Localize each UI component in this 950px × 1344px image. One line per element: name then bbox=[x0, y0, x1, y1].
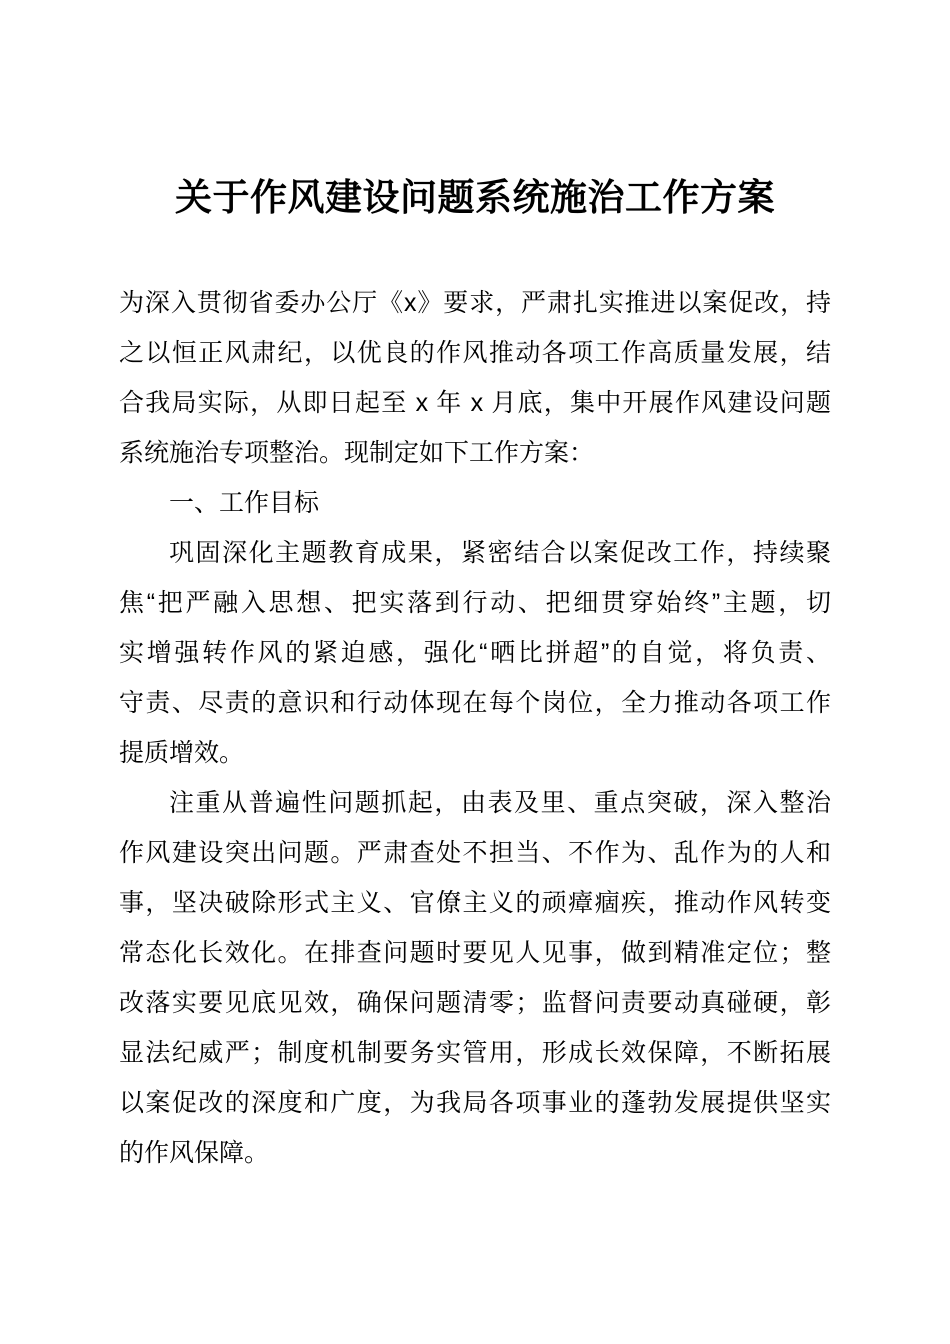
text-line: 改落实要见底见效，确保问题清零；监督问责要动真碰硬，彰 bbox=[119, 989, 831, 1017]
paragraph bbox=[119, 528, 831, 778]
text-line: 的作风保障。 bbox=[119, 1139, 270, 1167]
section-heading bbox=[119, 478, 831, 528]
text-line: 显法纪威严；制度机制要务实管用，形成长效保障，不断拓展 bbox=[119, 1039, 831, 1067]
text-line: 焦“把严融入思想、把实落到行动、把细贯穿始终”主题，切 bbox=[119, 589, 831, 617]
text-line: 守责、尽责的意识和行动体现在每个岗位，全力推动各项工作 bbox=[119, 689, 831, 717]
paragraph bbox=[119, 278, 831, 478]
text-line: 一、工作目标 bbox=[169, 489, 320, 517]
text-line: 事，坚决破除形式主义、官僚主义的顽瘴痼疾，推动作风转变 bbox=[119, 889, 831, 917]
document-title: 关于作风建设问题系统施治工作方案 bbox=[175, 177, 775, 218]
text-line: 之以恒正风肃纪，以优良的作风推动各项工作高质量发展，结 bbox=[119, 339, 831, 367]
text-line: 合我局实际，从即日起至 x 年 x 月底，集中开展作风建设问题 bbox=[119, 389, 831, 417]
text-line: 常态化长效化。在排查问题时要见人见事，做到精准定位；整 bbox=[119, 939, 831, 967]
document-body bbox=[119, 278, 831, 1178]
text-line: 巩固深化主题教育成果，紧密结合以案促改工作，持续聚 bbox=[169, 539, 831, 567]
text-line: 作风建设突出问题。严肃查处不担当、不作为、乱作为的人和 bbox=[119, 839, 831, 867]
text-line: 提质增效。 bbox=[119, 739, 245, 767]
paragraph bbox=[119, 778, 831, 1178]
text-line: 注重从普遍性问题抓起，由表及里、重点突破，深入整治 bbox=[169, 789, 831, 817]
text-line: 以案促改的深度和广度，为我局各项事业的蓬勃发展提供坚实 bbox=[119, 1089, 831, 1117]
text-line: 系统施治专项整治。现制定如下工作方案： bbox=[119, 439, 595, 467]
text-line: 为深入贯彻省委办公厅《x》要求，严肃扎实推进以案促改，持 bbox=[119, 289, 831, 317]
text-line: 实增强转作风的紧迫感，强化“晒比拼超”的自觉，将负责、 bbox=[119, 639, 831, 667]
